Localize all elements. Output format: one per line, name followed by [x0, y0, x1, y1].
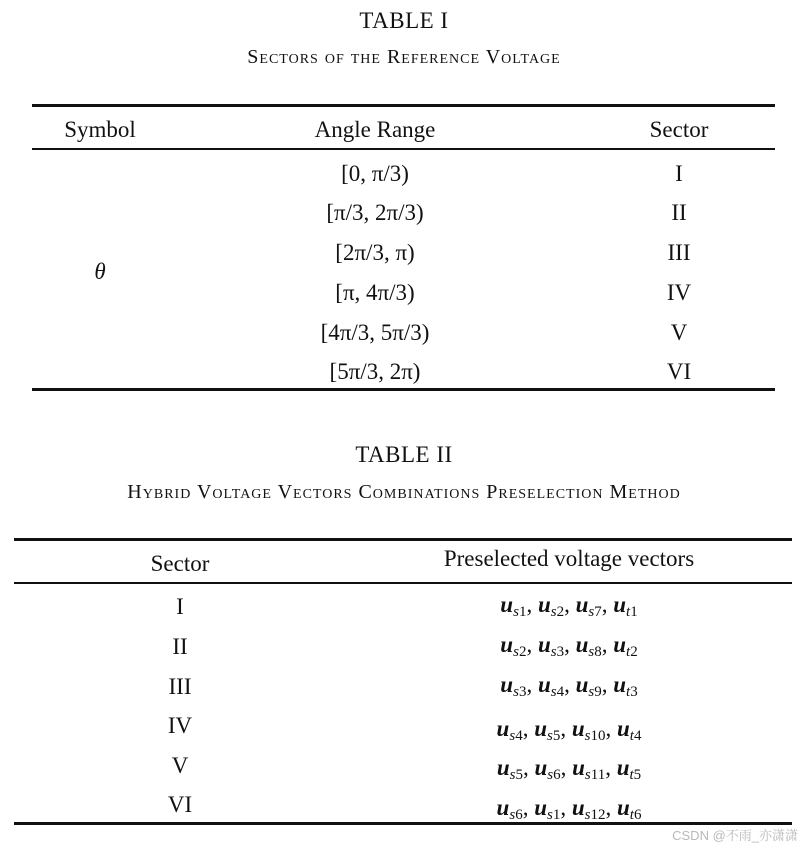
voltage-vector-subscript: s2 — [550, 604, 565, 620]
table1-bottom-rule — [32, 388, 775, 391]
table2-row-2-vectors: $u_{s2}$, $u_{s3}$, $u_{s8}$, $u_{t2}$ — [500, 632, 638, 660]
table1-row-4-sector: IV — [666, 280, 692, 305]
voltage-vector-subscript: s4 — [550, 684, 565, 700]
voltage-vector-symbol: u — [534, 755, 548, 780]
voltage-vector-subscript: s12 — [584, 807, 606, 823]
voltage-vector-symbol: u — [616, 795, 630, 820]
voltage-vector-subscript: s9 — [588, 684, 602, 700]
table1-top-rule — [32, 104, 775, 107]
voltage-vector-subscript: s11 — [584, 767, 606, 783]
table1-row-5-angle: [4π/3, 5π/3) — [320, 320, 430, 345]
watermark: CSDN @不雨_亦潇潇 — [672, 828, 798, 843]
table2-header-sector: Sector — [150, 551, 210, 576]
voltage-vector-symbol: u — [534, 716, 547, 741]
table2-row-3-sector: III — [168, 674, 192, 699]
voltage-vector-subscript: s8 — [588, 644, 602, 660]
voltage-vector-symbol: u — [613, 592, 627, 617]
voltage-vector-symbol: u — [575, 672, 589, 697]
voltage-vector-symbol: u — [572, 755, 585, 780]
table2-row-4-vectors: $u_{s4}$, $u_{s5}$, $u_{s10}$, $u_{t4}$ — [496, 716, 642, 744]
table2-row-6-sector: VI — [167, 792, 193, 817]
voltage-vector-subscript: s1 — [546, 807, 561, 823]
voltage-vector-symbol: u — [496, 716, 510, 741]
table2-title: Hybrid Voltage Vectors Combinations Preselection Method — [127, 481, 681, 503]
voltage-vector-symbol: u — [500, 632, 514, 657]
table1-symbol-theta: θ — [94, 259, 106, 284]
table2-top-rule — [14, 538, 792, 541]
voltage-vector-symbol: u — [534, 795, 547, 820]
voltage-vector-symbol: u — [571, 795, 585, 820]
voltage-vector-symbol: u — [500, 592, 514, 617]
table2-row-2-sector: II — [172, 634, 188, 659]
voltage-vector-subscript: s3 — [513, 684, 527, 700]
table2-row-1-vectors: $u_{s1}$, $u_{s2}$, $u_{s7}$, $u_{t1}$ — [500, 592, 638, 620]
voltage-vector-subscript: s5 — [509, 767, 523, 783]
voltage-vector-symbol: u — [537, 632, 551, 657]
voltage-vector-symbol: u — [616, 755, 630, 780]
voltage-vector-subscript: s6 — [547, 767, 561, 783]
voltage-vector-subscript: t1 — [626, 604, 638, 620]
table1-header-rule — [32, 148, 775, 150]
table1-row-1-angle: [0, π/3) — [341, 161, 409, 186]
voltage-vector-subscript: s4 — [509, 728, 523, 744]
table1-row-5-sector: V — [670, 320, 688, 345]
voltage-vector-symbol: u — [613, 672, 627, 697]
voltage-vector-subscript: s3 — [550, 644, 565, 660]
voltage-vector-subscript: s7 — [588, 604, 602, 620]
voltage-vector-symbol: u — [613, 632, 627, 657]
table1-header-sector: Sector — [649, 117, 709, 142]
table2-row-1-sector: I — [176, 594, 184, 619]
table1-row-1-sector: I — [675, 161, 683, 186]
voltage-vector-subscript: s1 — [513, 604, 527, 620]
voltage-vector-symbol: u — [496, 795, 510, 820]
voltage-vector-subscript: s2 — [513, 644, 527, 660]
table2-row-4-sector: IV — [167, 713, 193, 738]
table1-title: Sectors of the Reference Voltage — [247, 46, 561, 68]
table1-header-angle: Angle Range — [314, 117, 436, 142]
voltage-vector-symbol: u — [537, 592, 551, 617]
voltage-vector-subscript: t4 — [629, 728, 642, 744]
voltage-vector-symbol: u — [575, 592, 589, 617]
table1-row-3-sector: III — [667, 240, 691, 265]
table2-header-rule — [14, 582, 792, 584]
voltage-vector-symbol: u — [575, 632, 589, 657]
voltage-vector-subscript: t6 — [629, 807, 642, 823]
voltage-vector-subscript: s6 — [509, 807, 523, 823]
voltage-vector-subscript: t3 — [626, 684, 638, 700]
voltage-vector-symbol: u — [616, 716, 630, 741]
table1-row-2-angle: [π/3, 2π/3) — [326, 200, 424, 225]
voltage-vector-subscript: t2 — [626, 644, 638, 660]
table1-number: TABLE I — [359, 8, 449, 33]
table2-row-6-vectors: $u_{s6}$, $u_{s1}$, $u_{s12}$, $u_{t6}$ — [496, 795, 642, 823]
voltage-vector-symbol: u — [571, 716, 585, 741]
table1-header-symbol: Symbol — [64, 117, 136, 142]
table2-number: TABLE II — [355, 442, 453, 467]
table1-row-4-angle: [π, 4π/3) — [335, 280, 415, 305]
table1-row-6-angle: [5π/3, 2π) — [329, 359, 421, 384]
voltage-vector-subscript: s5 — [546, 728, 561, 744]
voltage-vector-symbol: u — [537, 672, 551, 697]
voltage-vector-symbol: u — [500, 672, 514, 697]
table1-row-6-sector: VI — [666, 359, 692, 384]
voltage-vector-subscript: s10 — [584, 728, 606, 744]
voltage-vector-subscript: t5 — [629, 767, 642, 783]
voltage-vector-symbol: u — [496, 755, 510, 780]
table1-row-2-sector: II — [671, 200, 687, 225]
table1-row-3-angle: [2π/3, π) — [335, 240, 415, 265]
table2-row-5-sector: V — [171, 753, 189, 778]
table2-row-5-vectors: $u_{s5}$, $u_{s6}$, $u_{s11}$, $u_{t5}$ — [496, 755, 642, 783]
table2-row-3-vectors: $u_{s3}$, $u_{s4}$, $u_{s9}$, $u_{t3}$ — [500, 672, 638, 700]
table2-header-vectors: Preselected voltage vectors — [443, 546, 695, 571]
